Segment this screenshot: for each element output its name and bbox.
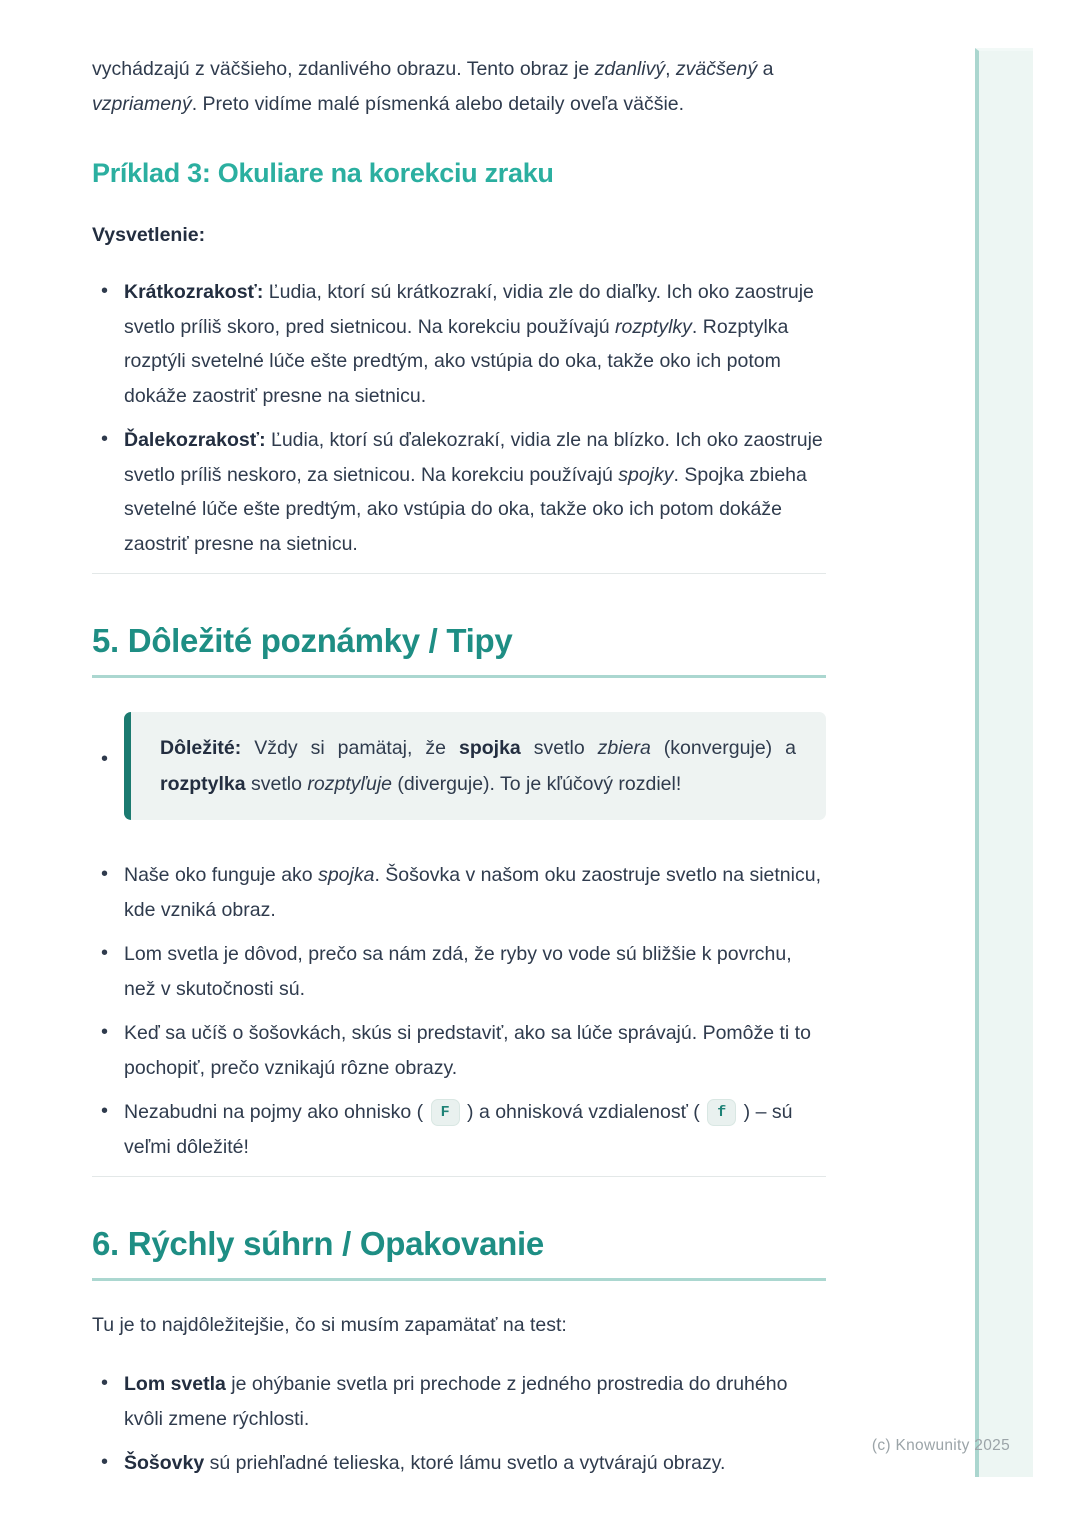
- text-segment: Ľudia, ktorí sú krátkozrakí, vidia zle do diaľky. Ich oko zaostruje svetlo príliš skoro, pred sietnicou. Na korekciu používajú: [124, 281, 814, 338]
- text-segment: zdanlivý: [594, 58, 666, 80]
- list-item: [92, 275, 826, 413]
- text-segment: . Šošovka v našom oku zaostruje svetlo na sietnicu, kde vzniká obraz.: [124, 864, 821, 921]
- text-segment: . Spojka zbieha svetelné lúče ešte predtým, ako vstúpia do oka, takže oko ich potom dokáže zaostriť presne na sietnicu.: [124, 463, 807, 555]
- example3-bullet-list: [92, 275, 826, 561]
- list-item: [92, 937, 826, 1006]
- text-segment: spojka: [318, 864, 375, 886]
- text-segment: Naše oko funguje ako: [124, 864, 319, 886]
- section-divider: [92, 1176, 826, 1177]
- text-segment: . Rozptylka rozptýli svetelné lúče ešte predtým, ako vstúpia do oka, takže oko ich potom dokáže zaostriť presne na sietnicu.: [124, 315, 789, 407]
- list-item: [92, 1446, 826, 1481]
- intro-paragraph: [92, 52, 826, 122]
- text-segment: . Preto vidíme malé písmenká alebo detaily oveľa väčšie.: [191, 93, 685, 115]
- inline-code-badge: F: [431, 1099, 460, 1126]
- text-segment: spojky: [618, 463, 674, 486]
- text-segment: ) a ohnisková vzdialenosť (: [461, 1101, 706, 1123]
- list-item: [92, 1367, 826, 1436]
- text-segment: vychádzajú z väčšieho, zdanlivého obrazu. Tento obraz je: [92, 58, 595, 80]
- text-segment: Šošovky: [124, 1452, 205, 1474]
- section5-heading: 5. Dôležité poznámky / Tipy: [92, 620, 826, 678]
- inline-code-badge: f: [707, 1099, 736, 1126]
- example3-heading: Príklad 3: Okuliare na korekciu zraku: [92, 158, 554, 188]
- text-segment: spojka: [458, 737, 521, 759]
- callout-text: [160, 730, 796, 802]
- text-segment: rozptylky: [614, 315, 692, 338]
- text-segment: (diverguje). To je kľúčový rozdiel!: [392, 773, 682, 795]
- section6-heading: 6. Rýchly súhrn / Opakovanie: [92, 1223, 826, 1281]
- text-segment: sú priehľadné telieska, ktoré lámu svetlo a vytvárajú obrazy.: [204, 1452, 726, 1474]
- text-segment: Dôležité:: [160, 737, 242, 759]
- text-segment: zväčšený: [675, 58, 758, 80]
- explanation-label: Vysvetlenie:: [92, 224, 206, 246]
- text-segment: Krátkozrakosť:: [124, 281, 264, 303]
- text-segment: Ďalekozrakosť:: [124, 429, 266, 451]
- summary-lead-paragraph: Tu je to najdôležitejšie, čo si musím zapamätať na test:: [92, 1314, 567, 1336]
- text-segment: Lom svetla: [124, 1373, 226, 1395]
- list-item: [92, 1016, 826, 1085]
- summary-bullet-list: [92, 1367, 826, 1481]
- text-segment: je ohýbanie svetla pri prechode z jedného prostredia do druhého kvôli zmene rýchlosti.: [124, 1373, 788, 1430]
- notes-bullet-list: [92, 858, 826, 1164]
- text-segment: Lom svetla je dôvod, prečo sa nám zdá, že ryby vo vode sú bližšie k povrchu, než v skutočnosti sú.: [124, 943, 792, 1000]
- important-callout: [124, 712, 826, 820]
- text-segment: rozptylka: [160, 773, 246, 795]
- text-segment: ) – sú veľmi dôležité!: [124, 1101, 793, 1158]
- text-segment: ,: [665, 58, 676, 80]
- text-segment: zbiera: [597, 737, 651, 759]
- text-segment: Ľudia, ktorí sú ďalekozrakí, vidia zle na blízko. Ich oko zaostruje svetlo príliš neskoro, za sietnicou. Na korekciu používajú: [124, 429, 823, 486]
- text-segment: svetlo: [520, 737, 598, 759]
- callout-list: [92, 712, 826, 820]
- text-segment: a: [757, 58, 774, 80]
- section-divider: [92, 573, 826, 574]
- text-segment: Vždy si pamätaj, že: [241, 737, 459, 759]
- callout-list-item: [92, 712, 826, 820]
- page-content: [92, 0, 826, 1481]
- text-segment: Nezabudni na pojmy ako ohnisko (: [124, 1101, 429, 1123]
- list-item: [92, 1095, 826, 1164]
- text-segment: vzpriamený: [92, 93, 192, 115]
- text-segment: Keď sa učíš o šošovkách, skús si predstaviť, ako sa lúče správajú. Pomôže ti to pochopiť, prečo vznikajú rôzne obrazy.: [124, 1022, 811, 1079]
- text-segment: rozptyľuje: [307, 773, 392, 795]
- list-item: [92, 423, 826, 561]
- text-segment: (konverguje) a: [650, 737, 796, 759]
- text-segment: svetlo: [245, 773, 308, 795]
- page-edge-strip: [975, 48, 1033, 1477]
- list-item: [92, 858, 826, 927]
- copyright-watermark: (c) Knowunity 2025: [871, 1437, 1010, 1454]
